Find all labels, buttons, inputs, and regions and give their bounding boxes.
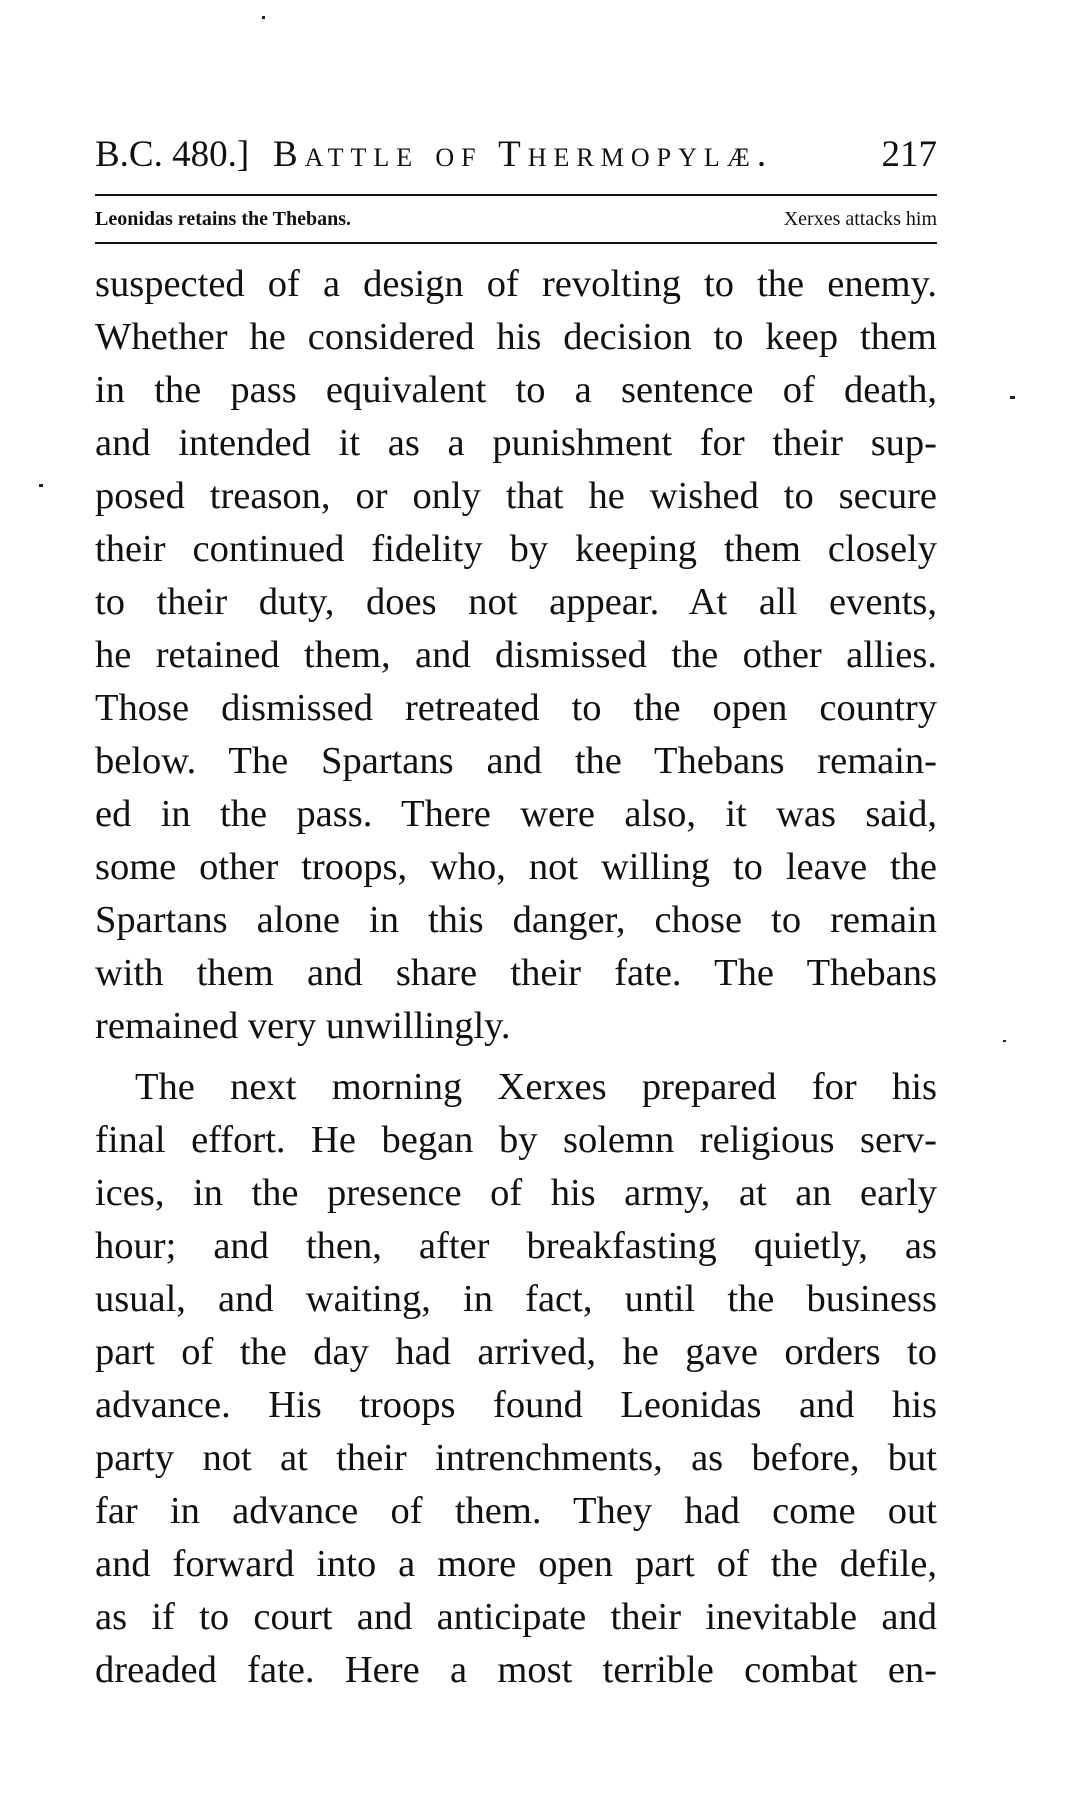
text-line: Those dismissed retreated to the open country — [95, 687, 937, 729]
text-line: Whether he considered his decision to keep them — [95, 316, 937, 358]
body-text — [95, 258, 937, 1697]
text-line: hour; and then, after breakfasting quietly, as — [95, 1225, 937, 1267]
speck-mark — [262, 16, 265, 19]
page-number: 217 — [881, 134, 937, 175]
text-line: and forward into a more open part of the defile, — [95, 1543, 937, 1585]
text-line: and intended it as a punishment for their sup- — [95, 422, 937, 464]
text-line: in the pass equivalent to a sentence of death, — [95, 369, 937, 411]
text-line: posed treason, or only that he wished to secure — [95, 475, 937, 517]
text-line: with them and share their fate. The Thebans — [95, 952, 937, 994]
text-line: some other troops, who, not willing to leave the — [95, 846, 937, 888]
header-title: Battle of Thermopylæ. — [273, 134, 774, 175]
text-line: as if to court and anticipate their inevitable and — [95, 1596, 937, 1638]
speck-mark — [39, 484, 43, 487]
text-line: below. The Spartans and the Thebans remain- — [95, 740, 937, 782]
speck-mark — [1003, 1040, 1006, 1042]
paragraph — [95, 258, 937, 1053]
text-line: suspected of a design of revolting to the enemy. — [95, 263, 937, 305]
text-line: advance. His troops found Leonidas and his — [95, 1384, 937, 1426]
subheader-left: Leonidas retains the Thebans. — [95, 208, 351, 230]
text-line: final effort. He began by solemn religious serv- — [95, 1119, 937, 1161]
paragraph — [95, 1061, 937, 1697]
text-line: usual, and waiting, in fact, until the business — [95, 1278, 937, 1320]
text-line: far in advance of them. They had come out — [95, 1490, 937, 1532]
text-line: party not at their intrenchments, as before, but — [95, 1437, 937, 1479]
text-line: ices, in the presence of his army, at an early — [95, 1172, 937, 1214]
paragraph-gap — [95, 1053, 937, 1061]
text-line: dreaded fate. Here a most terrible combat en- — [95, 1649, 937, 1691]
subheader — [95, 203, 937, 235]
header-date: B.C. 480.] — [95, 134, 250, 175]
text-line: remained very unwillingly. — [95, 1005, 511, 1047]
text-line: ed in the pass. There were also, it was said, — [95, 793, 937, 835]
text-line: part of the day had arrived, he gave orders to — [95, 1331, 937, 1373]
running-head — [95, 128, 937, 182]
text-line: The next morning Xerxes prepared for his — [135, 1066, 937, 1108]
subheader-right: Xerxes attacks him — [783, 208, 937, 230]
text-line: he retained them, and dismissed the other allies. — [95, 634, 937, 676]
header-rule-top — [95, 194, 937, 196]
header-rule-bottom — [95, 242, 937, 244]
text-line: to their duty, does not appear. At all events, — [95, 581, 937, 623]
text-line: their continued fidelity by keeping them closely — [95, 528, 937, 570]
text-line: Spartans alone in this danger, chose to remain — [95, 899, 937, 941]
speck-mark — [1010, 396, 1015, 399]
